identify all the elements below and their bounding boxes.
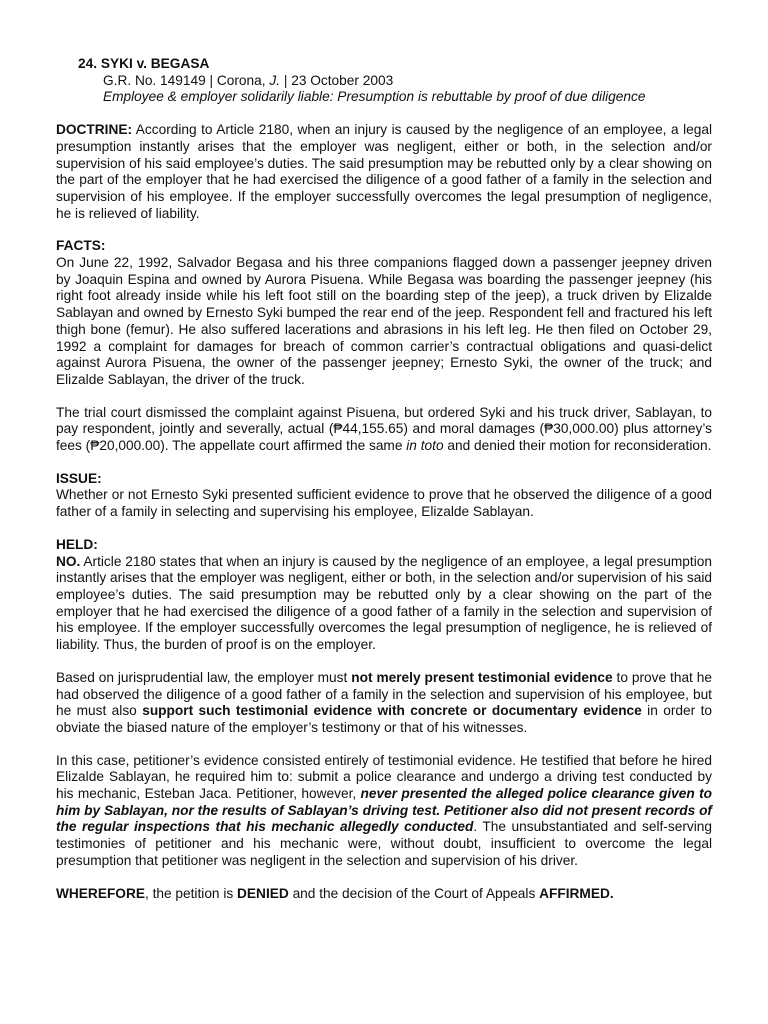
held-paragraph-1 [56,554,712,654]
facts-p2-text-a: The trial court dismissed the complaint against Pisuena, but ordered Syki and his truck driver, Sablayan, to pay respondent, jointly and severally, actual (₱44,155.65) and moral damages (₱30,000.00) plus attorney’s fees (₱20,000.00). The appellate court affirmed the same [56,404,712,454]
case-citation [103,73,712,90]
facts-paragraph-2 [56,405,712,455]
held-p3-text-b: . The unsubstantiated and self-serving testimonies of petitioner and his mechanic were, without doubt, insufficient to overcome the legal presumption that petitioner was negligent in the selection and supervision of his driver. [56,819,712,868]
facts-heading: FACTS: [56,238,106,254]
wherefore-text-b: and the decision of the Court of Appeals [288,885,540,901]
held-p2-bold-1: not merely present testimonial evidence [351,669,613,685]
doctrine-paragraph [56,122,712,222]
held-p2-bold-2: support such testimonial evidence with concrete or documentary evidence [142,703,642,719]
wherefore-affirmed: AFFIRMED. [539,885,614,901]
held-paragraph-2 [56,670,712,737]
judge-abbrev: J. [269,72,281,88]
citation-separator: | Corona, [205,72,270,88]
held-p1-text: Article 2180 states that when an injury is caused by the negligence of an employee, a legal presumption instantly arises that the employer was negligent, either or both, in the selection and/or supervision of his said employee’s duties. The said presumption may be rebutted only by a clear showing on the part of the employer that he had exercised the diligence of a good father of a family in the selection and supervision of his employee. If the employer successfully overcomes the legal presumption of negligence, he is relieved of liability. Thus, the burden of proof is on the employer. [56,553,712,653]
held-answer: NO. [56,553,81,569]
facts-paragraph-1: On June 22, 1992, Salvador Begasa and his three companions flagged down a passenger jeepney driven by Joaquin Espina and owned by Aurora Pisuena. While Begasa was boarding the passenger jeepney (his right foot already inside while his left foot still on the boarding step of the jeep), a truck driven by Elizalde Sablayan and owned by Ernesto Syki bumped the rear end of the jeep. Respondent fell and fractured his left thigh bone (femur). He also suffered lacerations and abrasions in his left leg. He then filed on October 29, 1992 a complaint for damages for breach of common carrier’s contractual obligations and quasi-delict against Aurora Pisuena, the owner of the passenger jeepney; Ernesto Syki, the owner of the truck; and Elizalde Sablayan, the driver of the truck. [56,255,712,387]
held-p2-text-d: in order to obviate the biased nature of the employer’s testimony or that of his witnesses. [56,703,713,735]
doctrine-text: According to Article 2180, when an injury is caused by the negligence of an employee, a legal presumption instantly arises that the employer was negligent, either or both, in the selection and/or supervision of his said employee’s duties. The said presumption may be rebutted only by a clear showing on the part of the employer that he had exercised the diligence of a good father of a family in the selection and supervision of his employee. If the employer successfully overcomes the legal presumption of negligence, he is relieved of liability. [56,122,712,221]
wherefore-label: WHEREFORE [56,885,145,901]
case-tagline: Employee & employer solidarily liable: Presumption is rebuttable by proof of due diligence [103,89,646,105]
held-p2-text-a: Based on jurisprudential law, the employer must [56,669,352,685]
facts-p2-in-toto: in toto [406,438,444,454]
held-heading: HELD: [56,536,98,552]
held-p2-text-c: to prove that he had observed the diligence of a good father of a family in the selection and supervision of his employee, but he must also [56,669,713,719]
decision-date: | 23 October 2003 [280,72,394,88]
held-paragraph-3 [56,753,712,870]
wherefore-denied: DENIED [237,885,289,901]
issue-paragraph: Whether or not Ernesto Syki presented sufficient evidence to prove that he observed the diligence of a good father of a family in selecting and supervising his employee, Elizalde Sablayan. [56,487,712,520]
gr-number: G.R. No. 149149 [103,72,206,88]
issue-heading: ISSUE: [56,470,102,486]
facts-p2-text-b: and denied their motion for reconsideration. [443,438,712,454]
case-digest-page [56,56,712,902]
case-title: 24. SYKI v. BEGASA [78,56,210,71]
doctrine-label: DOCTRINE: [56,122,133,138]
wherefore-paragraph [56,886,712,903]
held-p3-bold-italic: never presented the alleged police clearance given to him by Sablayan, nor the results of Sablayan’s driving test. Petitioner also did not present records of the regular inspections that his mechanic allegedly conducted [56,786,712,835]
held-p3-text-a: In this case, petitioner’s evidence consisted entirely of testimonial evidence. He testified that before he hired Elizalde Sablayan, he required him to: submit a police clearance and undergo a driving test conducted by his mechanic, Esteban Jaca. Petitioner, however, [56,752,712,802]
wherefore-text-a: , the petition is [144,885,238,901]
